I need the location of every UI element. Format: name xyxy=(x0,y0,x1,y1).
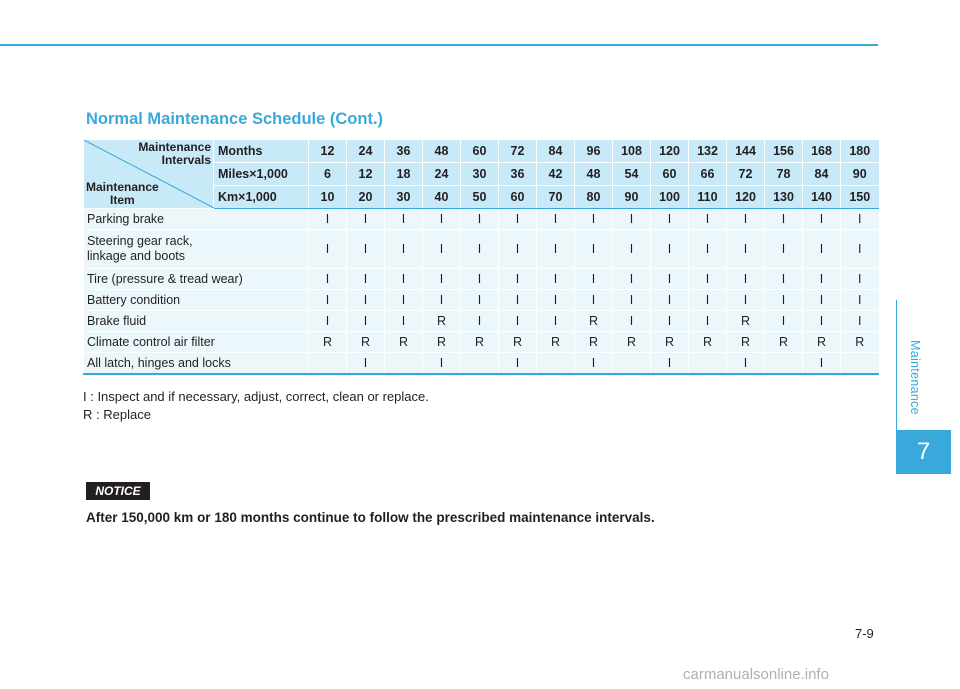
interval-value: 90 xyxy=(841,163,879,186)
interval-value: 108 xyxy=(613,140,651,163)
schedule-cell: I xyxy=(309,269,347,290)
interval-value: 10 xyxy=(309,186,347,209)
schedule-cell: I xyxy=(347,209,385,230)
schedule-cell: I xyxy=(385,230,423,269)
schedule-cell: I xyxy=(651,311,689,332)
schedule-cell: R xyxy=(727,311,765,332)
interval-value: 120 xyxy=(727,186,765,209)
interval-value: 48 xyxy=(575,163,613,186)
interval-value: 180 xyxy=(841,140,879,163)
legend-replace: R : Replace xyxy=(83,407,151,422)
schedule-cell: I xyxy=(613,290,651,311)
table-row xyxy=(84,269,879,290)
schedule-cell: I xyxy=(309,290,347,311)
corner-header xyxy=(84,140,214,209)
schedule-cell: I xyxy=(575,230,613,269)
schedule-cell: I xyxy=(575,353,613,375)
sidebar-divider xyxy=(896,300,897,430)
notice-badge: NOTICE xyxy=(86,482,150,500)
maintenance-item: Climate control air filter xyxy=(84,332,309,353)
schedule-cell: R xyxy=(575,332,613,353)
schedule-cell: I xyxy=(651,209,689,230)
schedule-cell: I xyxy=(613,209,651,230)
interval-value: 36 xyxy=(499,163,537,186)
schedule-cell xyxy=(537,353,575,375)
schedule-cell: I xyxy=(537,290,575,311)
corner-item-line1: Maintenance xyxy=(86,180,159,194)
interval-value: 80 xyxy=(575,186,613,209)
interval-value: 90 xyxy=(613,186,651,209)
schedule-cell: I xyxy=(309,311,347,332)
schedule-cell: I xyxy=(575,290,613,311)
schedule-cell: R xyxy=(385,332,423,353)
schedule-cell: I xyxy=(461,209,499,230)
schedule-cell: I xyxy=(613,230,651,269)
table-row xyxy=(84,353,879,375)
notice-text: After 150,000 km or 180 months continue to follow the prescribed maintenance intervals. xyxy=(86,510,655,525)
schedule-cell: I xyxy=(499,353,537,375)
schedule-cell: I xyxy=(765,230,803,269)
table-row xyxy=(84,332,879,353)
schedule-cell: I xyxy=(423,353,461,375)
schedule-cell: I xyxy=(689,311,727,332)
schedule-cell: I xyxy=(841,230,879,269)
schedule-cell: I xyxy=(461,311,499,332)
interval-value: 120 xyxy=(651,140,689,163)
corner-intervals-line1: Maintenance xyxy=(138,140,211,154)
schedule-cell: I xyxy=(689,230,727,269)
interval-value: 60 xyxy=(499,186,537,209)
schedule-cell: R xyxy=(613,332,651,353)
schedule-cell: I xyxy=(499,311,537,332)
schedule-cell: I xyxy=(689,209,727,230)
schedule-cell: I xyxy=(765,209,803,230)
maintenance-item: All latch, hinges and locks xyxy=(84,353,309,375)
interval-unit-label: Miles×1,000 xyxy=(214,163,309,186)
schedule-cell: I xyxy=(499,230,537,269)
interval-value: 66 xyxy=(689,163,727,186)
schedule-cell: I xyxy=(803,230,841,269)
maintenance-item: Brake fluid xyxy=(84,311,309,332)
schedule-cell: I xyxy=(651,290,689,311)
schedule-cell: I xyxy=(347,311,385,332)
interval-value: 54 xyxy=(613,163,651,186)
schedule-cell: I xyxy=(385,269,423,290)
schedule-cell: R xyxy=(423,332,461,353)
interval-value: 12 xyxy=(309,140,347,163)
schedule-cell: I xyxy=(651,353,689,375)
schedule-cell: I xyxy=(499,209,537,230)
schedule-cell: I xyxy=(841,269,879,290)
interval-value: 132 xyxy=(689,140,727,163)
schedule-cell: I xyxy=(461,269,499,290)
schedule-cell: I xyxy=(385,209,423,230)
interval-value: 50 xyxy=(461,186,499,209)
interval-value: 168 xyxy=(803,140,841,163)
schedule-cell xyxy=(689,353,727,375)
schedule-cell: R xyxy=(537,332,575,353)
schedule-cell: R xyxy=(423,311,461,332)
schedule-cell: I xyxy=(423,269,461,290)
table-row xyxy=(84,290,879,311)
interval-value: 36 xyxy=(385,140,423,163)
schedule-cell: I xyxy=(309,230,347,269)
chapter-number-tab: 7 xyxy=(896,430,951,474)
schedule-cell: I xyxy=(651,230,689,269)
schedule-cell: I xyxy=(385,290,423,311)
schedule-cell: I xyxy=(651,269,689,290)
schedule-cell: I xyxy=(727,230,765,269)
top-rule xyxy=(0,44,878,46)
table-row xyxy=(84,209,879,230)
maintenance-item: Steering gear rack, linkage and boots xyxy=(84,230,309,269)
interval-value: 20 xyxy=(347,186,385,209)
schedule-cell: I xyxy=(613,311,651,332)
maintenance-item: Battery condition xyxy=(84,290,309,311)
watermark: carmanualsonline.info xyxy=(683,666,829,683)
interval-value: 24 xyxy=(423,163,461,186)
schedule-cell: I xyxy=(765,269,803,290)
interval-value: 150 xyxy=(841,186,879,209)
header-row xyxy=(84,140,879,163)
interval-value: 6 xyxy=(309,163,347,186)
schedule-cell: I xyxy=(537,209,575,230)
schedule-cell: R xyxy=(651,332,689,353)
interval-value: 156 xyxy=(765,140,803,163)
schedule-cell: R xyxy=(347,332,385,353)
interval-value: 30 xyxy=(385,186,423,209)
interval-value: 30 xyxy=(461,163,499,186)
interval-value: 144 xyxy=(727,140,765,163)
schedule-cell xyxy=(461,353,499,375)
schedule-cell: I xyxy=(347,230,385,269)
interval-value: 60 xyxy=(461,140,499,163)
schedule-cell: I xyxy=(347,290,385,311)
schedule-cell: R xyxy=(575,311,613,332)
section-title: Normal Maintenance Schedule (Cont.) xyxy=(86,110,384,128)
schedule-cell: I xyxy=(727,209,765,230)
schedule-cell: I xyxy=(423,290,461,311)
schedule-cell: I xyxy=(803,290,841,311)
schedule-cell: I xyxy=(765,290,803,311)
interval-value: 130 xyxy=(765,186,803,209)
schedule-cell: I xyxy=(689,290,727,311)
schedule-cell: I xyxy=(841,209,879,230)
interval-value: 78 xyxy=(765,163,803,186)
schedule-cell: R xyxy=(841,332,879,353)
schedule-cell: I xyxy=(575,209,613,230)
schedule-cell: R xyxy=(309,332,347,353)
maintenance-schedule-table xyxy=(83,140,879,375)
schedule-cell: I xyxy=(537,311,575,332)
schedule-cell: I xyxy=(803,269,841,290)
schedule-cell: I xyxy=(537,230,575,269)
schedule-cell: I xyxy=(537,269,575,290)
table-row xyxy=(84,311,879,332)
schedule-cell: I xyxy=(765,311,803,332)
schedule-cell: R xyxy=(727,332,765,353)
table-row xyxy=(84,230,879,269)
schedule-cell: I xyxy=(689,269,727,290)
interval-unit-label: Months xyxy=(214,140,309,163)
schedule-cell: I xyxy=(423,230,461,269)
schedule-cell: I xyxy=(613,269,651,290)
schedule-cell: I xyxy=(575,269,613,290)
schedule-cell: I xyxy=(727,353,765,375)
schedule-cell: I xyxy=(803,311,841,332)
schedule-cell: I xyxy=(803,209,841,230)
interval-value: 100 xyxy=(651,186,689,209)
interval-value: 60 xyxy=(651,163,689,186)
interval-value: 84 xyxy=(803,163,841,186)
schedule-cell: I xyxy=(727,269,765,290)
interval-value: 72 xyxy=(499,140,537,163)
schedule-cell xyxy=(385,353,423,375)
schedule-cell: I xyxy=(841,290,879,311)
schedule-cell: I xyxy=(803,353,841,375)
schedule-cell xyxy=(841,353,879,375)
schedule-cell: I xyxy=(499,290,537,311)
schedule-cell: I xyxy=(841,311,879,332)
interval-unit-label: Km×1,000 xyxy=(214,186,309,209)
schedule-cell: R xyxy=(499,332,537,353)
interval-value: 84 xyxy=(537,140,575,163)
corner-intervals-label xyxy=(138,141,211,167)
corner-item-label xyxy=(86,181,159,207)
schedule-cell xyxy=(309,353,347,375)
interval-value: 18 xyxy=(385,163,423,186)
interval-value: 110 xyxy=(689,186,727,209)
corner-item-line2: Item xyxy=(110,193,135,207)
schedule-cell xyxy=(765,353,803,375)
schedule-cell: I xyxy=(423,209,461,230)
schedule-cell: I xyxy=(347,353,385,375)
sidebar-chapter-label: Maintenance xyxy=(908,340,922,415)
schedule-cell: R xyxy=(689,332,727,353)
schedule-cell: R xyxy=(461,332,499,353)
interval-value: 42 xyxy=(537,163,575,186)
schedule-cell: I xyxy=(461,290,499,311)
schedule-cell xyxy=(613,353,651,375)
interval-value: 140 xyxy=(803,186,841,209)
corner-intervals-line2: Intervals xyxy=(161,153,211,167)
legend-inspect: I : Inspect and if necessary, adjust, correct, clean or replace. xyxy=(83,389,429,404)
maintenance-item: Parking brake xyxy=(84,209,309,230)
schedule-cell: R xyxy=(803,332,841,353)
maintenance-item: Tire (pressure & tread wear) xyxy=(84,269,309,290)
schedule-cell: I xyxy=(309,209,347,230)
page-number: 7-9 xyxy=(855,626,874,641)
interval-value: 72 xyxy=(727,163,765,186)
interval-value: 96 xyxy=(575,140,613,163)
schedule-cell: I xyxy=(385,311,423,332)
schedule-cell: I xyxy=(347,269,385,290)
interval-value: 48 xyxy=(423,140,461,163)
interval-value: 24 xyxy=(347,140,385,163)
schedule-cell: I xyxy=(461,230,499,269)
schedule-cell: R xyxy=(765,332,803,353)
schedule-cell: I xyxy=(499,269,537,290)
interval-value: 70 xyxy=(537,186,575,209)
interval-value: 12 xyxy=(347,163,385,186)
schedule-cell: I xyxy=(727,290,765,311)
interval-value: 40 xyxy=(423,186,461,209)
